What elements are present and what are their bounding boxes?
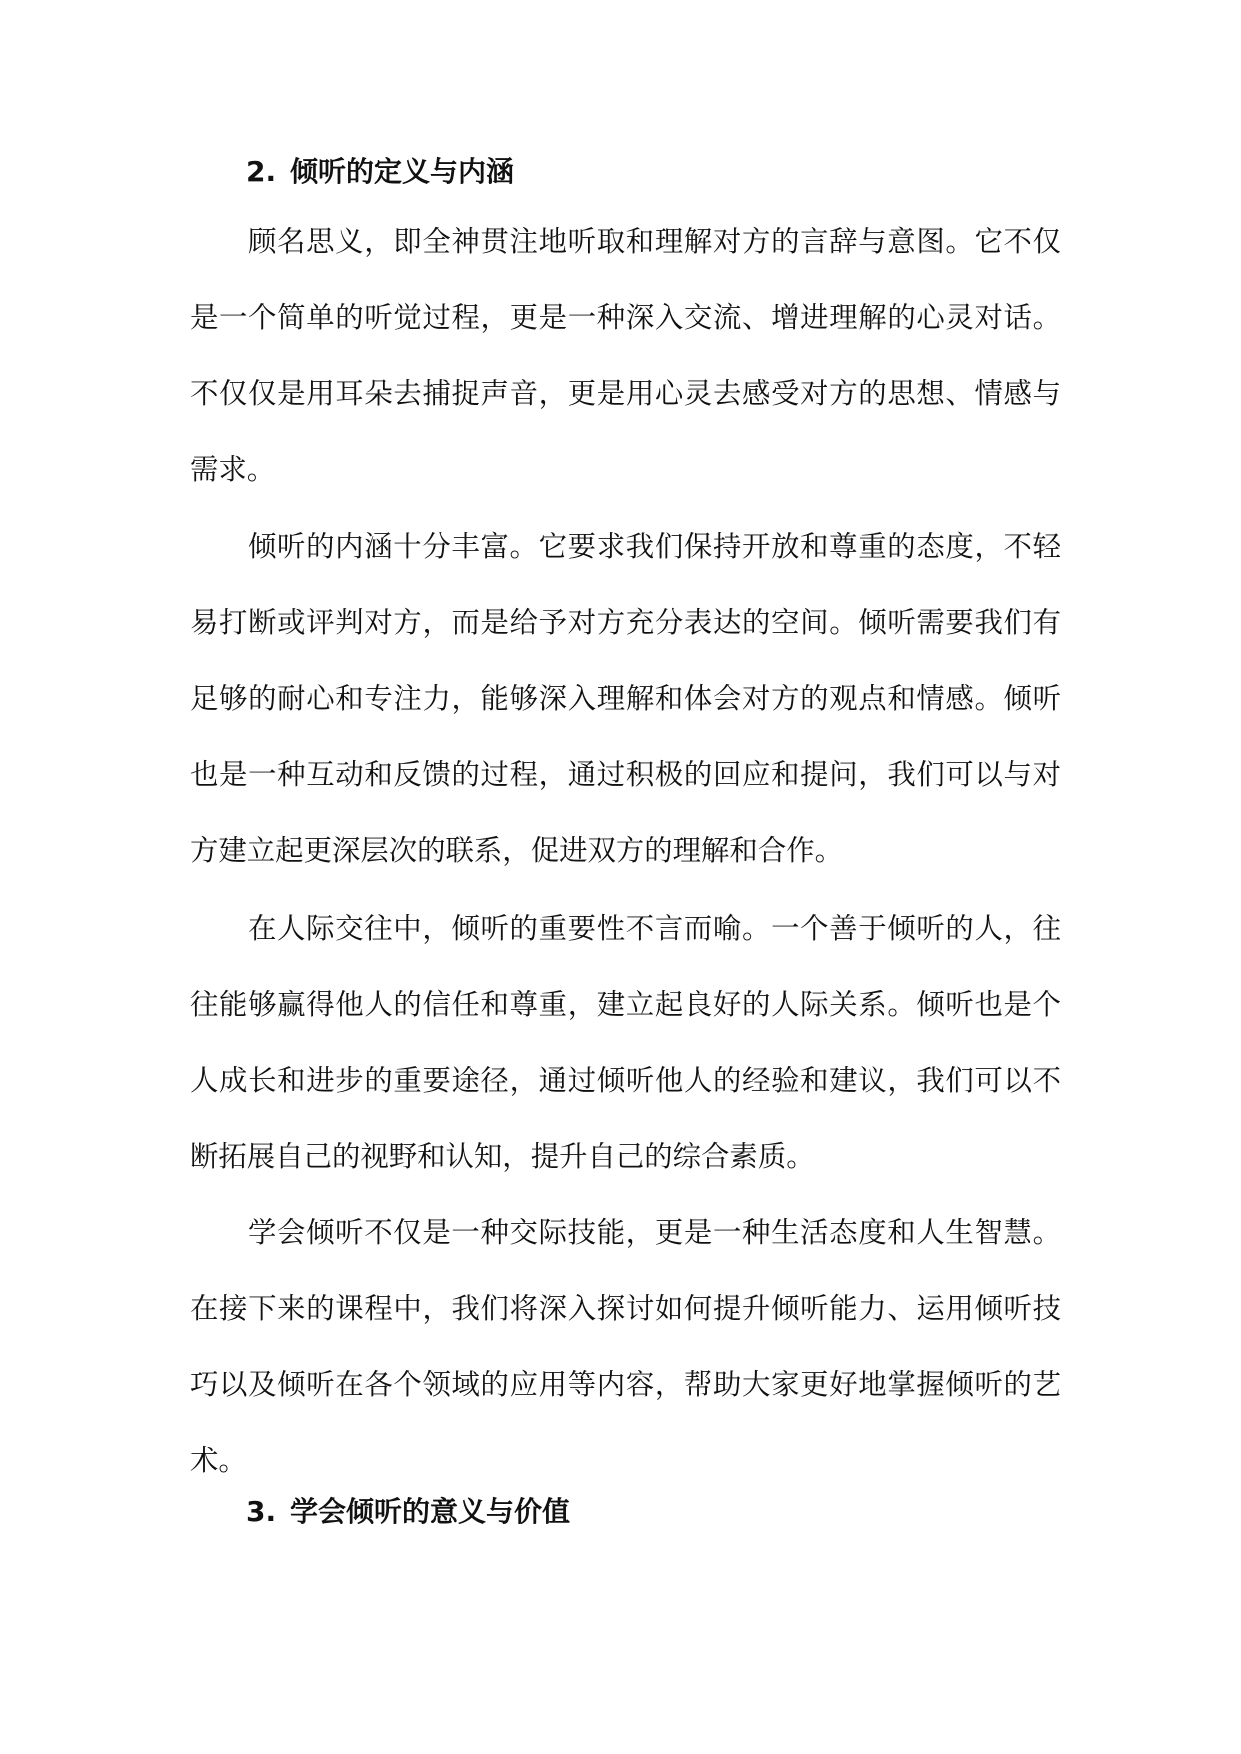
paragraph-connotation: 倾听的内涵十分丰富。它要求我们保持开放和尊重的态度，不轻易打断或评判对方，而是给予对方充分表达的空间。倾听需要我们有足够的耐心和专注力，能够深入理解和体会对方的观点和情感。倾听也是一种互动和反馈的过程，通过积极的回应和提问，我们可以与对方建立起更深层次的联系，促进双方的理解和合作。 bbox=[190, 530, 1061, 867]
section-title: 倾听的定义与内涵 bbox=[290, 155, 515, 188]
paragraph-definition: 顾名思义，即全神贯注地听取和理解对方的言辞与意图。它不仅是一个简单的听觉过程，更是一种深入交流、增进理解的心灵对话。不仅仅是用耳朵去捕捉声音，更是用心灵去感受对方的思想、情感与需求。 bbox=[190, 225, 1061, 486]
section-heading-value bbox=[246, 1492, 570, 1532]
paragraph-course-intro: 学会倾听不仅是一种交际技能，更是一种生活态度和人生智慧。在接下来的课程中，我们将深入探讨如何提升倾听能力、运用倾听技巧以及倾听在各个领域的应用等内容，帮助大家更好地掌握倾听的艺术。 bbox=[190, 1216, 1061, 1477]
section-heading-definition bbox=[246, 152, 514, 192]
section-number: 2. bbox=[246, 155, 277, 188]
section-title: 学会倾听的意义与价值 bbox=[290, 1495, 571, 1528]
paragraph-importance: 在人际交往中，倾听的重要性不言而喻。一个善于倾听的人，往往能够赢得他人的信任和尊重，建立起良好的人际关系。倾听也是个人成长和进步的重要途径，通过倾听他人的经验和建议，我们可以不断拓展自己的视野和认知，提升自己的综合素质。 bbox=[190, 912, 1061, 1173]
section-number: 3. bbox=[246, 1495, 277, 1528]
